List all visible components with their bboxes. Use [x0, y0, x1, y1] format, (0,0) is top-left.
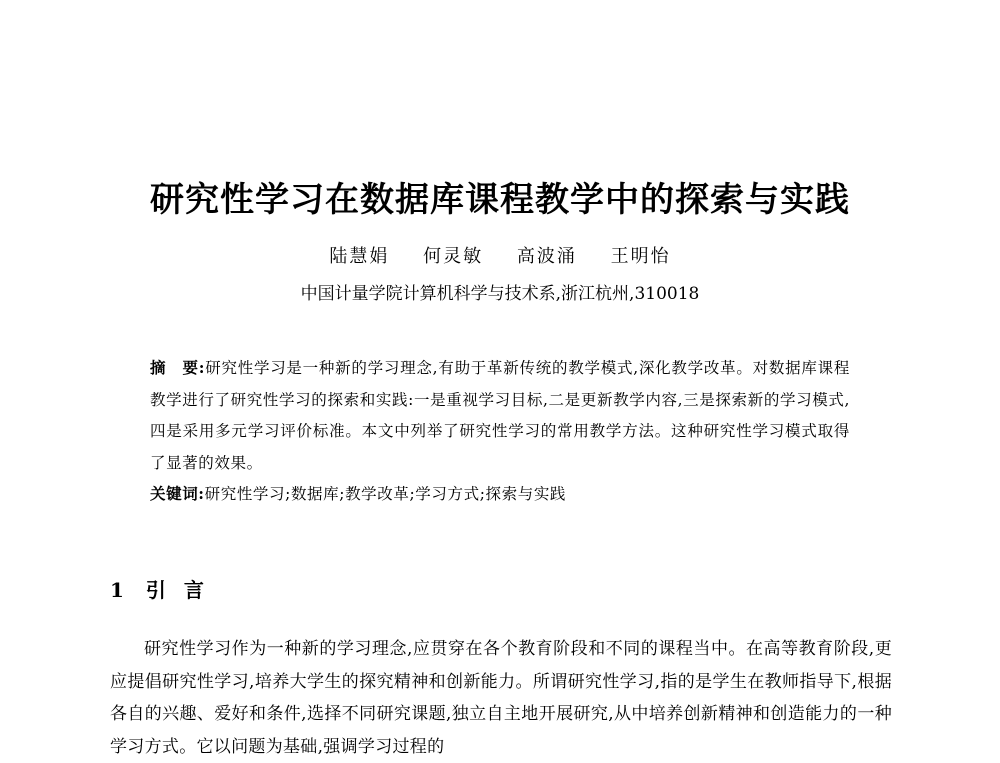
keywords	[150, 478, 850, 511]
abstract	[150, 352, 850, 479]
section-title: 引言	[145, 578, 222, 602]
author-name: 陆慧娟	[329, 246, 390, 267]
keywords-label: 关键词:	[150, 484, 205, 503]
keywords-text: 研究性学习;数据库;教学改革;学习方式;探索与实践	[204, 485, 567, 503]
author-name: 何灵敏	[423, 246, 484, 267]
abstract-label: 摘 要:	[150, 358, 206, 377]
author-list	[0, 242, 1000, 268]
body-paragraph: 研究性学习作为一种新的学习理念,应贯穿在各个教育阶段和不同的课程当中。在高等教育阶段,更应提倡研究性学习,培养大学生的探究精神和创新能力。所谓研究性学习,指的是学生在教师指导下,根据各自的兴趣、爱好和条件,选择不同研究课题,独立自主地开展研究,从中培养创新精神和创造能力的一种学习方式。它以问题为基础,强调学习过程的	[110, 639, 892, 757]
section-heading	[110, 574, 222, 603]
paper-title: 研究性学习在数据库课程教学中的探索与实践	[150, 180, 850, 220]
author-name: 王明怡	[610, 246, 671, 267]
section-number: 1	[110, 578, 124, 602]
author-affiliation: 中国计量学院计算机科学与技术系,浙江杭州,310018	[300, 284, 700, 304]
author-name: 高波涌	[516, 246, 577, 267]
abstract-text: 研究性学习是一种新的学习理念,有助于革新传统的教学模式,深化教学改革。对数据库课程教学进行了研究性学习的探索和实践:一是重视学习目标,二是更新教学内容,三是探索新的学习模式,四是采用多元学习评价标准。本文中列举了研究性学习的常用教学方法。这种研究性学习模式取得了显著的效果。	[150, 359, 850, 472]
